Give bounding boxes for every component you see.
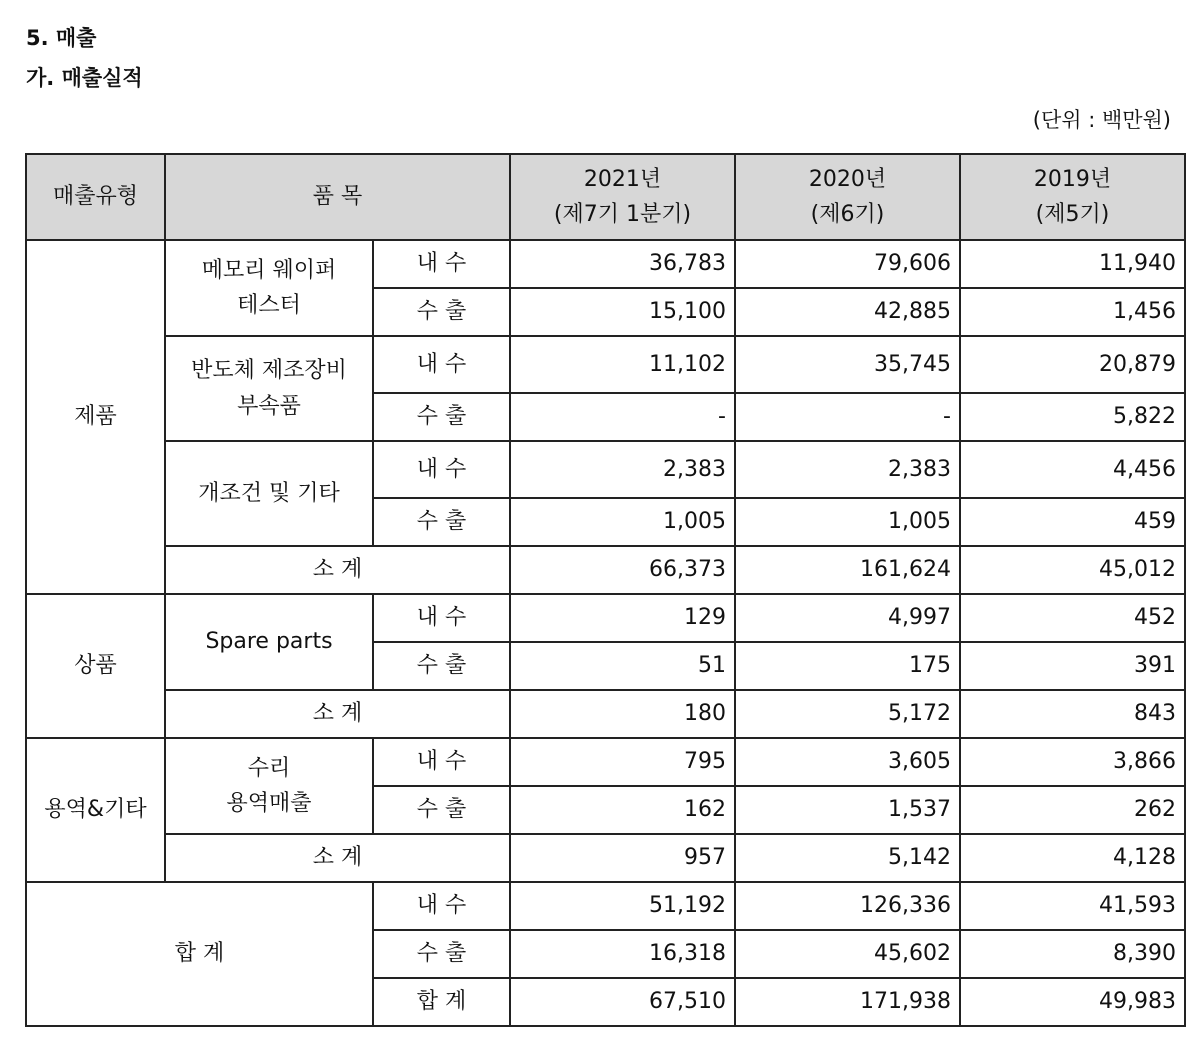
value-cell: 8,390	[960, 930, 1185, 978]
table-header-row	[26, 154, 1185, 240]
header-2019-year: 2019년	[1033, 166, 1112, 192]
value-cell: 11,102	[510, 336, 735, 393]
label-export: 수 출	[373, 786, 510, 834]
value-cell: 957	[510, 834, 735, 882]
value-cell: 5,142	[735, 834, 960, 882]
label-domestic: 내 수	[373, 882, 510, 930]
label-domestic: 내 수	[373, 336, 510, 393]
value-cell: 161,624	[735, 546, 960, 594]
header-item: 품 목	[165, 154, 510, 240]
label-domestic: 내 수	[373, 441, 510, 498]
item-semi-line1: 반도체 제조장비	[191, 358, 347, 384]
value-cell: 35,745	[735, 336, 960, 393]
value-cell: 795	[510, 738, 735, 786]
table-row	[26, 546, 1185, 594]
header-2021-period: (제7기 1분기)	[553, 202, 692, 227]
value-cell: 51,192	[510, 882, 735, 930]
label-sum: 합 계	[373, 978, 510, 1026]
value-cell: 459	[960, 498, 1185, 546]
value-cell: 45,602	[735, 930, 960, 978]
value-cell: 1,456	[960, 288, 1185, 336]
value-cell: 175	[735, 642, 960, 690]
item-repair-line1: 수리	[247, 755, 291, 781]
header-2020-year: 2020년	[808, 166, 887, 192]
item-repair-line2: 용역매출	[226, 791, 312, 816]
table-row	[26, 336, 1185, 393]
value-cell: 2,383	[735, 441, 960, 498]
value-cell: 4,128	[960, 834, 1185, 882]
value-cell: 262	[960, 786, 1185, 834]
table-row	[26, 240, 1185, 288]
table-row	[26, 594, 1185, 642]
value-cell: 1,005	[735, 498, 960, 546]
value-cell: 3,866	[960, 738, 1185, 786]
value-cell: 1,005	[510, 498, 735, 546]
header-2019	[960, 154, 1185, 240]
label-domestic: 내 수	[373, 738, 510, 786]
label-export: 수 출	[373, 930, 510, 978]
value-cell: 5,172	[735, 690, 960, 738]
value-cell: 129	[510, 594, 735, 642]
value-cell: 36,783	[510, 240, 735, 288]
label-export: 수 출	[373, 288, 510, 336]
item-semi-parts	[165, 336, 373, 441]
value-cell: 4,997	[735, 594, 960, 642]
header-2020	[735, 154, 960, 240]
label-export: 수 출	[373, 393, 510, 441]
item-spare-parts: Spare parts	[165, 594, 373, 690]
value-cell: 45,012	[960, 546, 1185, 594]
value-cell: 171,938	[735, 978, 960, 1026]
section-subheading: 가. 매출실적	[26, 66, 143, 90]
value-cell: 16,318	[510, 930, 735, 978]
value-cell: 162	[510, 786, 735, 834]
value-cell: 452	[960, 594, 1185, 642]
header-2019-period: (제5기)	[1035, 202, 1110, 227]
label-domestic: 내 수	[373, 594, 510, 642]
header-sales-type: 매출유형	[26, 154, 165, 240]
value-cell: 11,940	[960, 240, 1185, 288]
value-cell: 41,593	[960, 882, 1185, 930]
value-cell: 49,983	[960, 978, 1185, 1026]
label-subtotal: 소 계	[165, 546, 510, 594]
table-row	[26, 441, 1185, 498]
label-export: 수 출	[373, 642, 510, 690]
item-semi-line2: 부속품	[237, 393, 301, 419]
value-cell: 15,100	[510, 288, 735, 336]
value-cell: 5,822	[960, 393, 1185, 441]
value-cell: 180	[510, 690, 735, 738]
value-cell: 843	[960, 690, 1185, 738]
table-row	[26, 882, 1185, 930]
item-memory-line2: 테스터	[237, 293, 301, 318]
value-cell: 51	[510, 642, 735, 690]
type-product: 제품	[26, 240, 165, 594]
label-subtotal: 소 계	[165, 690, 510, 738]
item-retrofit: 개조건 및 기타	[165, 441, 373, 546]
type-service: 용역&기타	[26, 738, 165, 882]
value-cell: 4,456	[960, 441, 1185, 498]
item-memory-line1: 메모리 웨이퍼	[201, 257, 337, 283]
value-cell: 79,606	[735, 240, 960, 288]
label-domestic: 내 수	[373, 240, 510, 288]
table-row	[26, 738, 1185, 786]
label-export: 수 출	[373, 498, 510, 546]
item-repair-service	[165, 738, 373, 834]
value-cell: 2,383	[510, 441, 735, 498]
value-cell: 3,605	[735, 738, 960, 786]
item-memory-tester	[165, 240, 373, 336]
sales-table	[25, 153, 1186, 1027]
value-cell: -	[735, 393, 960, 441]
table-row	[26, 690, 1185, 738]
value-cell: 1,537	[735, 786, 960, 834]
table-row	[26, 834, 1185, 882]
value-cell: 66,373	[510, 546, 735, 594]
header-2020-period: (제6기)	[810, 202, 885, 227]
value-cell: 42,885	[735, 288, 960, 336]
type-goods: 상품	[26, 594, 165, 738]
unit-label: (단위 : 백만원)	[1032, 108, 1171, 132]
header-2021-year: 2021년	[583, 166, 662, 192]
section-heading: 5. 매출	[26, 26, 97, 50]
value-cell: 391	[960, 642, 1185, 690]
value-cell: 67,510	[510, 978, 735, 1026]
value-cell: 126,336	[735, 882, 960, 930]
value-cell: -	[510, 393, 735, 441]
label-subtotal: 소 계	[165, 834, 510, 882]
header-2021	[510, 154, 735, 240]
value-cell: 20,879	[960, 336, 1185, 393]
total-label: 합 계	[26, 882, 373, 1026]
